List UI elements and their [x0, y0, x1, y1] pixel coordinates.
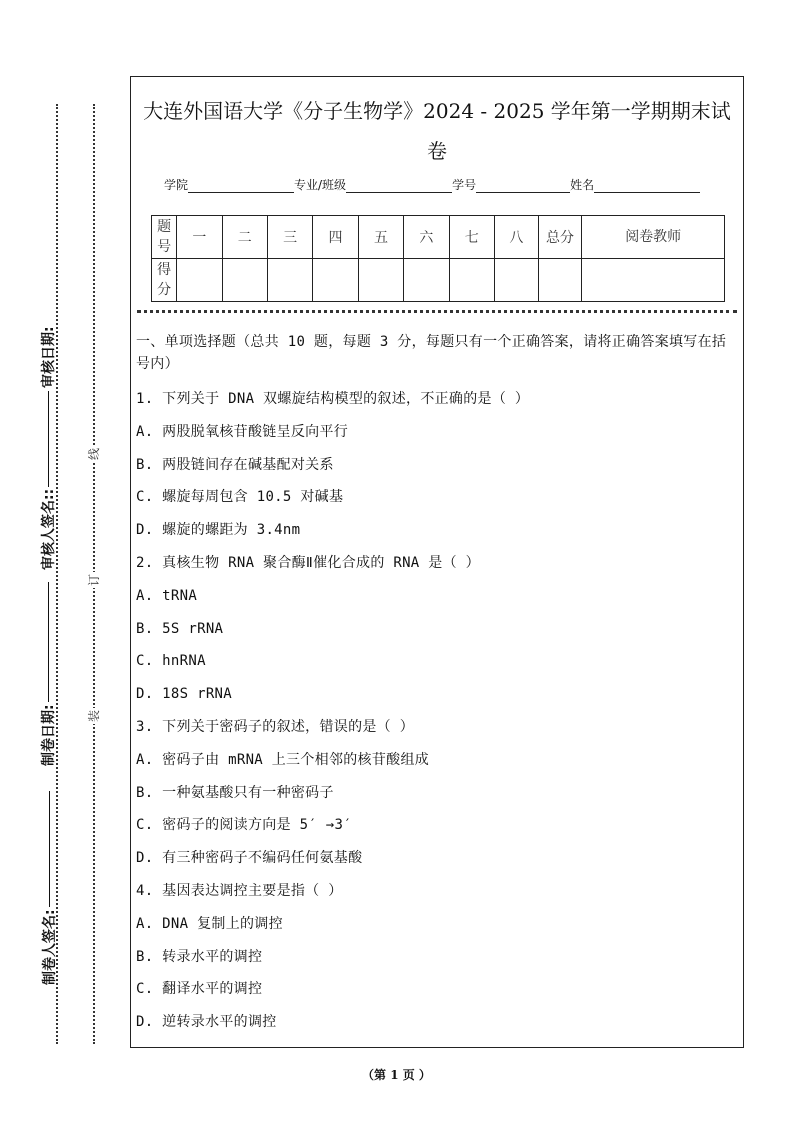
question-1	[136, 383, 737, 547]
option-a: A. tRNA	[136, 587, 198, 604]
exam-frame	[130, 76, 744, 1048]
score-table	[151, 215, 725, 302]
score-cell[interactable]	[494, 259, 538, 302]
option-a: A. 两股脱氧核苷酸链呈反向平行	[136, 423, 349, 440]
score-table-header-row	[152, 216, 725, 259]
question-stem: 3. 下列关于密码子的叙述，错误的是（ ）	[136, 718, 415, 735]
reviewer-signature-field[interactable]	[38, 370, 58, 570]
score-col-5: 五	[358, 216, 403, 259]
review-date-label: 审核日期:	[41, 326, 57, 388]
option-d: D. 有三种密码子不编码任何氨基酸	[136, 850, 363, 867]
score-cell[interactable]	[267, 259, 312, 302]
question-2	[136, 547, 737, 711]
score-col-1: 一	[177, 216, 222, 259]
info-label-major-class: 专业/班级	[294, 178, 347, 192]
paper-date-field[interactable]	[38, 566, 58, 766]
score-cell[interactable]	[449, 259, 494, 302]
section-heading: 一、单项选择题（总共 10 题，每题 3 分，每题只有一个正确答案，请将正确答案填写在括号内）	[136, 334, 727, 372]
score-cell[interactable]	[222, 259, 267, 302]
option-b: B. 一种氨基酸只有一种密码子	[136, 784, 334, 801]
question-3	[136, 711, 737, 875]
exam-body	[136, 331, 737, 1039]
score-cell[interactable]	[313, 259, 358, 302]
score-cell-total[interactable]	[538, 259, 582, 302]
info-label-college: 学院	[164, 178, 189, 192]
option-c: C. hnRNA	[136, 653, 206, 670]
question-4	[136, 875, 737, 1039]
name-input[interactable]	[594, 178, 700, 193]
score-col-7: 七	[449, 216, 494, 259]
score-col-grader: 阅卷教师	[582, 216, 725, 259]
option-c: C. 螺旋每周包含 10.5 对碱基	[136, 489, 344, 506]
option-a: A. DNA 复制上的调控	[136, 915, 283, 932]
question-stem: 2. 真核生物 RNA 聚合酶Ⅱ催化合成的 RNA 是（ ）	[136, 554, 480, 571]
cut-mark-staple: 装	[86, 710, 101, 723]
option-a: A. 密码子由 mRNA 上三个相邻的核苷酸组成	[136, 751, 430, 768]
score-col-4: 四	[313, 216, 358, 259]
row-label-question-number: 题号	[152, 216, 177, 259]
score-cell[interactable]	[358, 259, 403, 302]
dotted-separator	[137, 310, 737, 313]
exam-title: 大连外国语大学《分子生物学》2024 - 2025 学年第一学期期末试卷	[143, 99, 731, 163]
score-col-6: 六	[404, 216, 449, 259]
option-d: D. 18S rRNA	[136, 686, 233, 703]
paper-maker-signature-label: 制卷人签名:	[42, 909, 58, 985]
question-stem: 4. 基因表达调控主要是指（ ）	[136, 882, 343, 899]
paper-maker-signature-field[interactable]	[39, 775, 59, 985]
page-number: （第 1 页 ）	[362, 1068, 431, 1082]
option-b: B. 5S rRNA	[136, 620, 224, 637]
option-c: C. 密码子的阅读方向是 5′ →3′	[136, 817, 352, 834]
option-b: B. 两股链间存在碱基配对关系	[136, 456, 334, 473]
cut-mark-line: 线	[86, 448, 101, 461]
student-id-input[interactable]	[476, 178, 570, 193]
major-class-input[interactable]	[346, 178, 452, 193]
info-label-student-id: 学号	[452, 178, 477, 192]
cut-mark-bind: 订	[86, 574, 101, 587]
reviewer-signature-label: 审核人签名::	[41, 488, 57, 570]
score-col-total: 总分	[538, 216, 582, 259]
option-b: B. 转录水平的调控	[136, 948, 263, 965]
score-cell-grader[interactable]	[582, 259, 725, 302]
score-col-8: 八	[494, 216, 538, 259]
score-cell[interactable]	[177, 259, 222, 302]
score-col-3: 三	[267, 216, 312, 259]
option-d: D. 螺旋的螺距为 3.4nm	[136, 522, 301, 539]
question-stem: 1. 下列关于 DNA 双螺旋结构模型的叙述，不正确的是（ ）	[136, 391, 530, 407]
score-cell[interactable]	[404, 259, 449, 302]
info-label-name: 姓名	[570, 178, 595, 192]
option-c: C. 翻译水平的调控	[136, 981, 263, 998]
student-info-row	[164, 176, 700, 193]
college-input[interactable]	[188, 178, 294, 193]
row-label-score: 得分	[152, 259, 177, 302]
score-table-score-row	[152, 259, 725, 302]
paper-date-label: 制卷日期:	[41, 704, 57, 766]
score-col-2: 二	[222, 216, 267, 259]
option-d: D. 逆转录水平的调控	[136, 1014, 277, 1031]
